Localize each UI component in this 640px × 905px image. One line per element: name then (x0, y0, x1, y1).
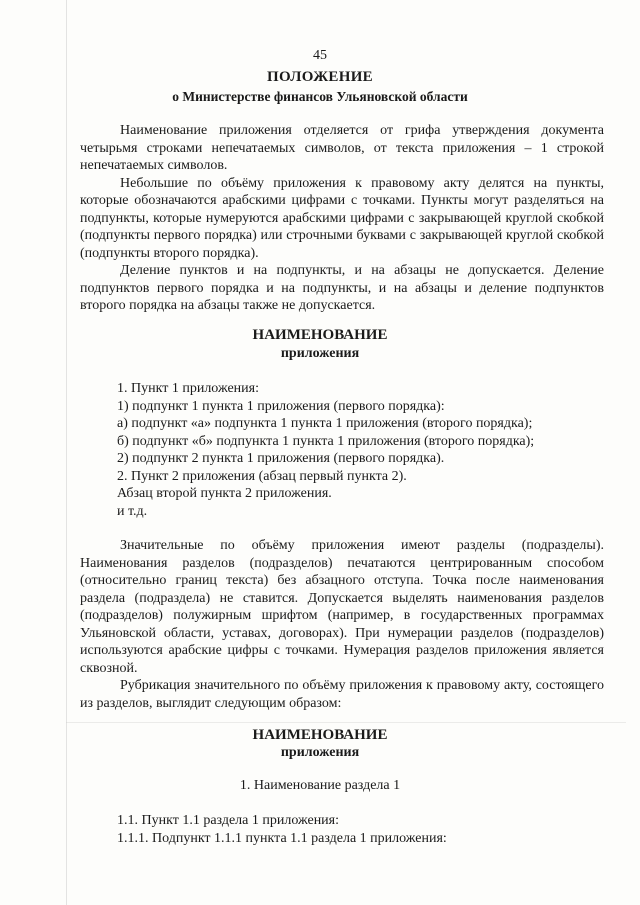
list-item: 1.1.1. Подпункт 1.1.1 пункта 1.1 раздела 1 приложения: (117, 831, 447, 846)
scan-border-left (66, 0, 67, 905)
list-item: 1) подпункт 1 пункта 1 приложения (первого порядка): (117, 398, 445, 414)
list-item: 2. Пункт 2 приложения (абзац первый пункта 2). (117, 468, 407, 484)
middle-text (80, 537, 604, 712)
list-item: 1.1. Пункт 1.1 раздела 1 приложения: (117, 813, 340, 828)
paragraph: Значительные по объёму приложения имеют разделы (подразделы). Наименования разделов (подразделов) печатаются центрированным способом (относительно границ текста) без абзацного отступа. Точка после наименования раздела (подраздела) не ставится. Допускается выделять наименования разделов (подразделов) полужирным шрифтом (например, в государственных программах Ульяновской области, уставах, договорах). При нумерации разделов (подразделов) используются арабские цифры с точками. Нумерация разделов приложения является сквозной. (80, 538, 604, 676)
scan-border-bottom (66, 722, 626, 723)
document-subtitle: о Министерстве финансов Ульяновской области (172, 89, 468, 104)
list-item: б) подпункт «б» подпункта 1 пункта 1 приложения (второго порядка); (117, 433, 535, 449)
paragraph: Деление пунктов и на подпункты, и на абзацы не допускается. Деление подпунктов первого порядка и на подпункты, и на абзацы и деление подпунктов второго порядка на абзацы также не допускается. (80, 263, 604, 313)
paragraph: Рубрикация значительного по объёму приложения к правовому акту, состоящего из разделов, выглядит следующим образом: (80, 678, 604, 711)
intro-text (80, 122, 604, 315)
example1-heading: НАИМЕНОВАНИЕ (252, 327, 388, 343)
page-number: 45 (313, 48, 327, 63)
paragraph: Наименование приложения отделяется от грифа утверждения документа четырьмя строками непечатаемых символов, от текста приложения – 1 строкой непечатаемых символов. (80, 123, 604, 173)
list-item: и т.д. (117, 503, 148, 519)
example1-subheading: приложения (280, 346, 360, 361)
list-item: Абзац второй пункта 2 приложения. (117, 486, 332, 501)
example2-subheading: приложения (280, 745, 360, 760)
example1-list (117, 380, 587, 520)
paragraph: Небольшие по объёму приложения к правовому акту делятся на пункты, которые обозначаются арабскими цифрами с точками. Пункты могут разделяться на подпункты, которые нумеруются арабскими цифрами с закрывающей круглой скобкой (подпункты первого порядка) или строчными буквами с закрывающей круглой скобкой (подпункты второго порядка). (80, 175, 604, 261)
example2-heading: НАИМЕНОВАНИЕ (252, 727, 388, 743)
list-item: а) подпункт «а» подпункта 1 пункта 1 приложения (второго порядка); (117, 416, 533, 431)
section-title: 1. Наименование раздела 1 (239, 778, 401, 793)
list-item: 2) подпункт 2 пункта 1 приложения (первого порядка). (117, 451, 445, 466)
document-title: ПОЛОЖЕНИЕ (267, 69, 373, 85)
list-item: 1. Пункт 1 приложения: (117, 381, 259, 396)
